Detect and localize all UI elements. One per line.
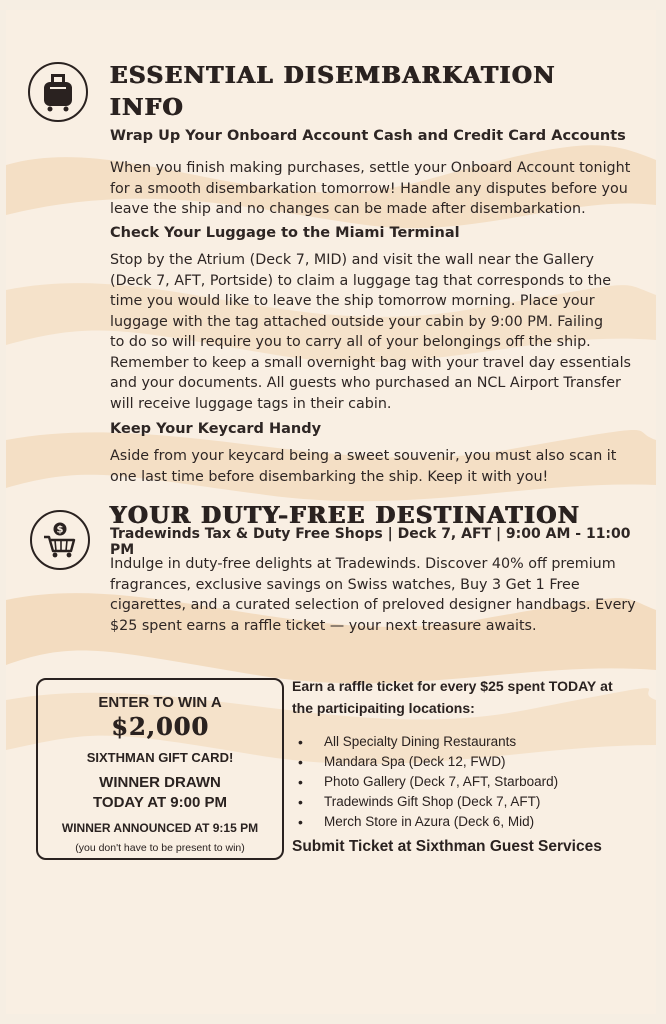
- raffle-note: (you don't have to be present to win): [75, 842, 245, 854]
- list-item: • Merch Store in Azura (Deck 6, Mid): [296, 812, 558, 832]
- list-item: • Tradewinds Gift Shop (Deck 7, AFT): [296, 792, 558, 812]
- submit-ticket-note: Submit Ticket at Sixthman Guest Services: [292, 838, 602, 855]
- location-list: [296, 732, 558, 832]
- flyer-page: [6, 10, 656, 1014]
- block-body: Stop by the Atrium (Deck 7, MID) and visit the wall near the Gallery (Deck 7, AFT, Portside) to claim a luggage tag that corresponds to the time you would like to leave the ship tomorrow morning. Place your luggage with the tag attached outside your cabin by 9:00 PM. Failing to do so will require you to carry all of your belongings off the ship. Remember to keep a small overnight bag with your travel day essentials and your documents. All guests who purchased an NCL Airport Transfer will receive luggage tags in their cabin.: [110, 252, 631, 412]
- block-heading: Check Your Luggage to the Miami Terminal: [110, 225, 460, 241]
- block-heading: Wrap Up Your Onboard Account Cash and Credit Card Accounts: [110, 128, 626, 144]
- list-item: • Mandara Spa (Deck 12, FWD): [296, 752, 558, 772]
- block-heading: Keep Your Keycard Handy: [110, 421, 322, 437]
- earn-intro-continued: the participaiting locations:: [292, 700, 475, 716]
- block-body: Aside from your keycard being a sweet souvenir, you must also scan it one last time before disembarking the ship. Keep it with you!: [110, 448, 617, 485]
- svg-text:$: $: [56, 524, 64, 536]
- list-item: • All Specialty Dining Restaurants: [296, 732, 558, 752]
- block-body: When you finish making purchases, settle your Onboard Account tonight for a smooth disembarkation tomorrow! Handle any disputes before you leave the ship and no changes can be made after disembarkation.: [110, 160, 631, 217]
- list-item: • Photo Gallery (Deck 7, AFT, Starboard): [296, 772, 558, 792]
- raffle-box: [36, 678, 284, 860]
- luggage-icon: [28, 62, 88, 122]
- shop-hours: Tradewinds Tax & Duty Free Shops | Deck 7, AFT | 9:00 AM - 11:00 PM: [110, 526, 631, 558]
- earn-intro: Earn a raffle ticket for every $25 spent TODAY at: [292, 678, 613, 694]
- section-title-continued: INFO: [110, 94, 185, 121]
- raffle-amount: $2,000: [111, 712, 209, 741]
- raffle-drawn: WINNER DRAWN: [99, 774, 221, 791]
- shopping-cart-dollar-icon: [30, 510, 90, 570]
- raffle-drawn-time: TODAY AT 9:00 PM: [93, 794, 227, 811]
- duty-free-description: Indulge in duty-free delights at Tradewinds. Discover 40% off premium fragrances, exclusive savings on Swiss watches, Buy 3 Get 1 Free cigarettes, and a curated selection of preloved designer handbags. Every $25 spent earns a raffle ticket — your next treasure awaits.: [110, 556, 636, 634]
- raffle-prize: SIXTHMAN GIFT CARD!: [86, 750, 234, 765]
- section-title: YOUR DUTY-FREE DESTINATION: [110, 502, 581, 529]
- raffle-enter: ENTER TO WIN A: [98, 694, 222, 711]
- section-title: ESSENTIAL DISEMBARKATION: [110, 62, 556, 89]
- raffle-announced: WINNER ANNOUNCED AT 9:15 PM: [61, 821, 259, 835]
